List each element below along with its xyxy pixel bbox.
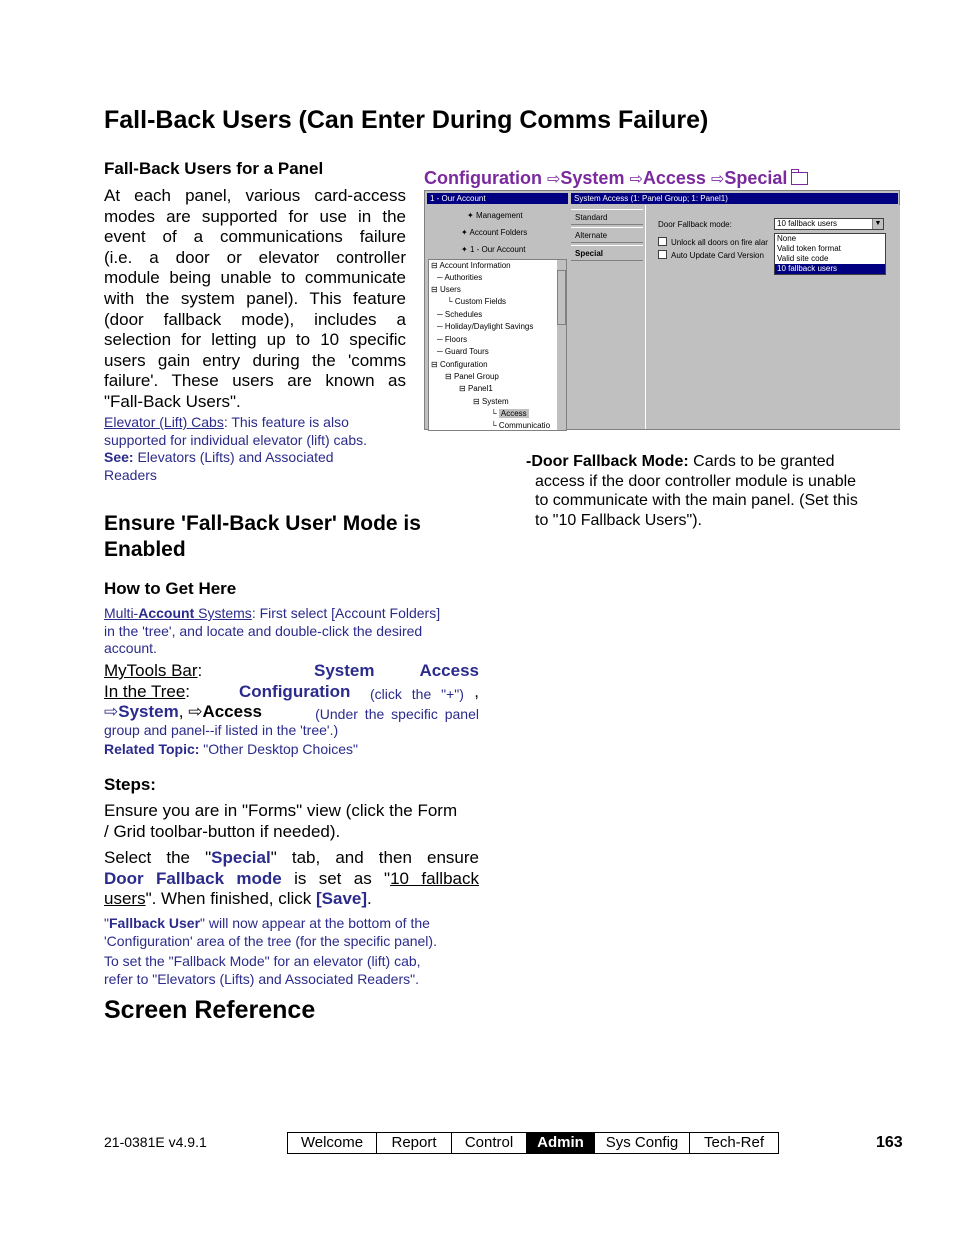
bullet-text: to communicate with the main panel. (Set this <box>535 492 858 509</box>
tree-configuration[interactable]: Configuration <box>239 682 351 701</box>
tree-top-panel <box>427 205 567 259</box>
save-button-ref: [Save] <box>316 889 368 909</box>
door-fallback-ref: Door Fallback mode <box>104 868 282 888</box>
select-value: 10 fallback users <box>777 219 838 228</box>
nav-tech-ref[interactable]: Tech-Ref <box>703 1134 765 1151</box>
tree-line-2: ⇨System, ⇨Access (Under the specific panel <box>104 702 479 723</box>
option[interactable]: Valid token format <box>777 244 841 253</box>
option[interactable]: None <box>777 234 797 243</box>
scroll-thumb[interactable] <box>557 270 566 325</box>
arrow-icon: ⇨ <box>188 702 203 721</box>
tree-item[interactable]: ─ Floors <box>437 335 468 344</box>
intro-line: (i.e. a door or elevator controller <box>104 247 406 267</box>
step-line: / Grid toolbar-button if needed). <box>104 821 341 841</box>
section-heading-ensure <box>104 511 421 563</box>
intro-line: selection for letting up to 10 specific <box>104 330 406 350</box>
section-heading-panel: Fall-Back Users for a Panel <box>104 159 324 178</box>
multi-account-note: Multi-Account Systems: First select [Account Folders] in the 'tree', and locate and double-click the desired account. <box>104 605 479 658</box>
arrow-icon: ⇨ <box>710 171 725 188</box>
intro-line: module being unable to communicate <box>104 268 406 288</box>
navigation-tree <box>428 259 567 431</box>
mytools-line: MyTools Bar: System Access <box>104 661 479 680</box>
screenshot-system-access <box>424 190 900 430</box>
key-icon: ✦ <box>461 245 468 254</box>
nav-sys-config[interactable]: Sys Config <box>595 1133 690 1153</box>
tree-item[interactable]: ⊟ Configuration <box>431 360 488 369</box>
intro-line: (door fallback mode), includes a <box>104 309 406 329</box>
door-fallback-select[interactable] <box>774 218 884 230</box>
tree-scrollbar[interactable] <box>557 260 566 430</box>
key-icon: ✦ <box>467 211 474 220</box>
page-number: 163 <box>876 1134 903 1151</box>
tree-item[interactable]: ─ Schedules <box>437 310 483 319</box>
tree-item[interactable]: ─ Holiday/Daylight Savings <box>437 322 534 331</box>
tab-standard[interactable]: Standard <box>571 209 643 225</box>
note-text: supported for individual elevator (lift) cabs. <box>104 431 368 448</box>
tree-item-selected[interactable]: └ Access <box>491 409 527 418</box>
option-selected[interactable]: 10 fallback users <box>775 264 885 274</box>
tree-under-hint-2: group and panel--if listed in the 'tree'.) <box>104 722 339 738</box>
bullet-dash: - <box>526 453 532 470</box>
see-text: Elevators (Lifts) and Associated <box>133 449 334 465</box>
intro-line: "Fall-Back Users". <box>104 391 241 411</box>
tree-click-hint: (click the "+") <box>370 686 464 702</box>
see-text: Readers <box>104 466 157 483</box>
option[interactable]: Valid site code <box>777 254 829 263</box>
note-text: refer to "Elevators (Lifts) and Associated Readers". <box>104 970 419 987</box>
bullet-text: access if the door controller module is unable <box>535 472 857 490</box>
mytools-system[interactable]: System <box>314 661 375 680</box>
intro-line: event of a communications failure <box>104 227 406 247</box>
tab-special[interactable]: Special <box>571 245 643 261</box>
how-to-heading: How to Get Here <box>104 579 237 598</box>
form-titlebar: System Access (1: Panel Group; 1: Panel1) <box>571 193 898 204</box>
breadcrumb <box>424 167 808 191</box>
intro-line: with the system panel). This feature <box>104 288 406 308</box>
tree-top-item[interactable]: ✦ Management <box>467 211 523 220</box>
related-label: Related Topic: <box>104 741 200 757</box>
nav-report[interactable]: Report <box>377 1133 452 1153</box>
bullet-text: to "10 Fallback Users"). <box>535 511 702 529</box>
footer-nav <box>287 1132 779 1154</box>
intro-line: users gain entry during the 'comms <box>104 350 406 370</box>
special-tab-ref: Special <box>211 848 271 867</box>
crumb-access: Access <box>642 168 706 188</box>
checkbox-icon[interactable] <box>658 237 667 246</box>
crumb-special: Special <box>724 168 788 188</box>
arrow-icon: ⇨ <box>629 171 643 188</box>
mytools-access[interactable]: Access <box>419 661 479 680</box>
doc-id: 21-0381E v4.9.1 <box>104 1134 207 1150</box>
intro-line: At each panel, various card-access <box>104 186 406 205</box>
door-fallback-bullet: -Door Fallback Mode: Cards to be granted access if the door controller module is unable to communicate with the main panel. (Set this to "10 Fallback Users"). <box>526 452 906 530</box>
tree-item[interactable]: └ Communicatio <box>491 421 551 430</box>
intro-line: failure'. These users are known as <box>104 371 406 391</box>
bullet-label: Door Fallback Mode: <box>531 453 689 470</box>
tree-item[interactable]: ⊟ Panel1 <box>459 384 493 393</box>
tree-under-hint: (Under the specific panel <box>315 706 479 722</box>
nav-admin[interactable]: Admin <box>527 1133 595 1153</box>
arrow-icon: ⇨ <box>547 171 561 188</box>
key-icon: ✦ <box>461 228 468 237</box>
special-form-panel <box>645 205 900 429</box>
nav-welcome[interactable]: Welcome <box>288 1133 377 1153</box>
intro-line: modes are supported for use in the <box>104 206 406 226</box>
related-topic <box>104 741 358 759</box>
arrow-icon: ⇨ <box>104 702 119 721</box>
related-text[interactable]: "Other Desktop Choices" <box>199 741 358 757</box>
tree-top-item[interactable]: ✦ 1 - Our Account <box>461 245 526 254</box>
door-fallback-options <box>774 233 886 275</box>
tree-item[interactable]: ⊟ Account Information <box>431 261 511 270</box>
heading-line: Enabled <box>104 538 186 561</box>
note-text: account. <box>104 640 157 656</box>
tree-system[interactable]: System <box>118 702 179 721</box>
page-title: Fall-Back Users (Can Enter During Comms Failure) <box>104 106 709 134</box>
tab-alternate[interactable]: Alternate <box>571 227 643 243</box>
elevator-link[interactable]: Elevator (Lift) Cabs <box>104 414 224 430</box>
intro-paragraph <box>104 186 406 413</box>
multi-account-link[interactable]: Multi-Account Systems <box>104 605 252 621</box>
tree-item[interactable]: └ Custom Fields <box>447 297 507 306</box>
elevator-note <box>104 414 404 484</box>
steps-p1 <box>104 801 479 842</box>
screen-reference-heading: Screen Reference <box>104 996 316 1024</box>
tree-item[interactable]: ⊟ Panel Group <box>445 372 499 381</box>
fire-alarm-checkbox[interactable]: Unlock all doors on fire alar <box>658 237 768 247</box>
steps-heading: Steps: <box>104 775 156 794</box>
auto-update-checkbox[interactable]: Auto Update Card Version <box>658 250 764 260</box>
tree-item[interactable]: ─ Authorities <box>437 273 483 282</box>
step-line: Ensure you are in "Forms" view (click the Form <box>104 801 458 820</box>
elevator-fallback-note <box>104 953 479 988</box>
steps-p2: Select the "Special" tab, and then ensure Door Fallback mode is set as "10 fallback users". When finished, click [Save]. <box>104 848 479 909</box>
note-text: : This feature is also <box>223 414 349 430</box>
tree-label: In the Tree <box>104 682 186 701</box>
crumb-system: System <box>560 168 625 188</box>
tree-top-item[interactable]: ✦ Account Folders <box>461 228 528 237</box>
note-text: 'Configuration' area of the tree (for the specific panel). <box>104 932 437 949</box>
tree-line: In the Tree: Configuration (click the "+") , <box>104 682 479 703</box>
tree-titlebar: 1 - Our Account <box>427 193 568 204</box>
chevron-down-icon[interactable]: ▼ <box>872 219 883 229</box>
mytools-label: MyTools Bar <box>104 661 198 680</box>
note-text: in the 'tree', and locate and double-click the desired <box>104 622 423 639</box>
tree-item[interactable]: ⊟ System <box>473 397 509 406</box>
note-text: To set the "Fallback Mode" for an elevator (lift) cab, <box>104 953 421 969</box>
crumb-configuration: Configuration <box>424 168 542 188</box>
checkbox-icon[interactable] <box>658 250 667 259</box>
tree-item[interactable]: ⊟ Users <box>431 285 461 294</box>
see-label: See: <box>104 449 134 465</box>
tree-access[interactable]: Access <box>202 702 262 721</box>
heading-line: Ensure 'Fall-Back User' Mode is <box>104 512 421 535</box>
fallback-user-note: "Fallback User" will now appear at the bottom of the 'Configuration' area of the tree (for the specific panel). <box>104 915 479 950</box>
tree-item[interactable]: ─ Guard Tours <box>437 347 489 356</box>
door-fallback-label: Door Fallback mode: <box>658 220 732 229</box>
nav-control[interactable]: Control <box>452 1133 527 1153</box>
folder-icon <box>791 172 808 185</box>
